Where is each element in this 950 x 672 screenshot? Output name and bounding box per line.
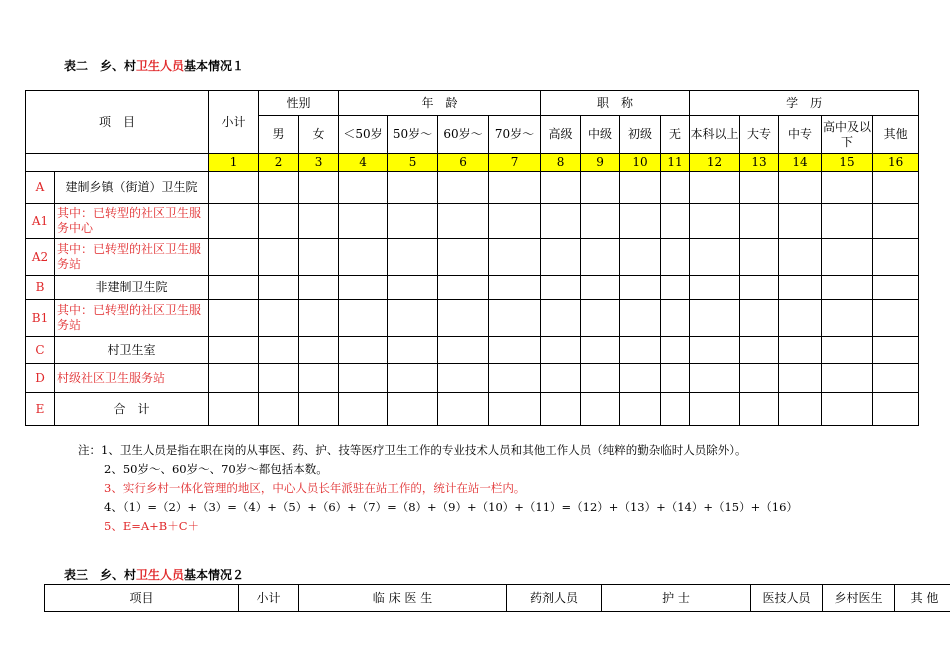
data-cell[interactable] [388, 172, 438, 204]
data-cell[interactable] [209, 276, 259, 300]
note-line: 4、（1）=（2）+（3）=（4）+（5）+（6）+（7）=（8）+（9）+（10）+（11）=（12）+（13）+（14）+（15）+（16） [104, 500, 798, 514]
data-cell[interactable] [779, 172, 822, 204]
column-number: 9 [581, 154, 620, 172]
column-number: 15 [822, 154, 873, 172]
row-code: C [26, 337, 55, 364]
subheader: 60岁～ [438, 116, 489, 154]
column-number: 2 [259, 154, 299, 172]
data-cell[interactable] [690, 393, 740, 426]
data-cell[interactable] [822, 276, 873, 300]
data-cell[interactable] [690, 337, 740, 364]
data-cell[interactable] [581, 337, 620, 364]
data-cell[interactable] [620, 276, 661, 300]
subheader: ＜50岁 [339, 116, 388, 154]
row-code: E [26, 393, 55, 426]
table2-title: 表二 乡、村卫生人员基本情况１ [64, 59, 245, 73]
table-row [26, 300, 919, 337]
column-number: 14 [779, 154, 822, 172]
data-cell[interactable] [690, 300, 740, 337]
table-row [26, 276, 919, 300]
row-code: D [26, 364, 55, 393]
data-cell[interactable] [873, 172, 919, 204]
header-title: 职 称 [541, 91, 690, 116]
data-cell[interactable] [822, 204, 873, 239]
data-cell[interactable] [259, 364, 299, 393]
data-cell[interactable] [438, 337, 489, 364]
row-label: 其中：已转型的社区卫生服务中心 [55, 204, 209, 239]
data-cell[interactable] [740, 239, 779, 276]
subheader: 70岁～ [489, 116, 541, 154]
data-cell[interactable] [620, 204, 661, 239]
data-cell[interactable] [690, 172, 740, 204]
data-cell[interactable] [388, 239, 438, 276]
data-cell[interactable] [299, 364, 339, 393]
data-cell[interactable] [661, 172, 690, 204]
note-line: 2、50岁～、60岁～、70岁～都包括本数。 [104, 462, 328, 476]
data-cell[interactable] [740, 364, 779, 393]
subheader: 本科以上 [690, 116, 740, 154]
t3-header-medtech: 医技人员 [751, 585, 823, 612]
data-cell[interactable] [873, 337, 919, 364]
data-cell[interactable] [541, 393, 581, 426]
row-code: A2 [26, 239, 55, 276]
data-cell[interactable] [873, 300, 919, 337]
data-cell[interactable] [661, 239, 690, 276]
data-cell[interactable] [438, 172, 489, 204]
data-cell[interactable] [299, 300, 339, 337]
table3-title: 表三 乡、村卫生人员基本情况２ [64, 568, 245, 582]
header-education: 学 历 [690, 91, 919, 116]
data-cell[interactable] [740, 337, 779, 364]
data-cell[interactable] [299, 172, 339, 204]
column-number: 16 [873, 154, 919, 172]
data-cell[interactable] [822, 300, 873, 337]
table-row [26, 364, 919, 393]
data-cell[interactable] [339, 393, 388, 426]
column-number: 3 [299, 154, 339, 172]
data-cell[interactable] [779, 239, 822, 276]
subheader: 高中及以下 [822, 116, 873, 154]
t3-header-pharmacist: 药剂人员 [507, 585, 602, 612]
column-number: 1 [209, 154, 259, 172]
row-code: B [26, 276, 55, 300]
row-label: 村卫生室 [55, 337, 209, 364]
data-cell[interactable] [620, 337, 661, 364]
data-cell[interactable] [259, 172, 299, 204]
data-cell[interactable] [299, 393, 339, 426]
data-cell[interactable] [581, 276, 620, 300]
data-cell[interactable] [873, 239, 919, 276]
data-cell[interactable] [388, 300, 438, 337]
data-cell[interactable] [581, 204, 620, 239]
subheader: 无 [661, 116, 690, 154]
table-row [26, 337, 919, 364]
data-cell[interactable] [259, 393, 299, 426]
column-number-row [26, 154, 919, 172]
data-cell[interactable] [259, 276, 299, 300]
data-cell[interactable] [438, 239, 489, 276]
data-cell[interactable] [541, 300, 581, 337]
data-cell[interactable] [779, 300, 822, 337]
row-code: A1 [26, 204, 55, 239]
header-subtotal: 小计 [209, 91, 259, 154]
data-cell[interactable] [779, 276, 822, 300]
data-cell[interactable] [489, 337, 541, 364]
t3-header-clinical-doctor: 临 床 医 生 [299, 585, 507, 612]
data-cell[interactable] [661, 276, 690, 300]
t3-header-subtotal: 小计 [239, 585, 299, 612]
row-code: A [26, 172, 55, 204]
data-cell[interactable] [209, 393, 259, 426]
data-cell[interactable] [873, 276, 919, 300]
row-code: B1 [26, 300, 55, 337]
data-cell[interactable] [779, 337, 822, 364]
data-cell[interactable] [620, 393, 661, 426]
data-cell[interactable] [339, 300, 388, 337]
column-number: 12 [690, 154, 740, 172]
data-cell[interactable] [209, 172, 259, 204]
note-line: 5、E=A+B＋C＋ [104, 519, 200, 533]
data-cell[interactable] [740, 300, 779, 337]
data-cell[interactable] [690, 276, 740, 300]
data-cell[interactable] [822, 337, 873, 364]
column-number: 10 [620, 154, 661, 172]
data-cell[interactable] [388, 393, 438, 426]
notes [78, 441, 798, 536]
row-label: 其中：已转型的社区卫生服务站 [55, 300, 209, 337]
header-item: 项 目 [26, 91, 209, 154]
data-cell[interactable] [339, 204, 388, 239]
row-label: 非建制卫生院 [55, 276, 209, 300]
column-number: 13 [740, 154, 779, 172]
data-cell[interactable] [299, 239, 339, 276]
data-cell[interactable] [690, 364, 740, 393]
data-cell[interactable] [620, 364, 661, 393]
data-cell[interactable] [541, 276, 581, 300]
data-cell[interactable] [873, 393, 919, 426]
data-cell[interactable] [489, 393, 541, 426]
data-cell[interactable] [299, 204, 339, 239]
subheader: 中级 [581, 116, 620, 154]
data-cell[interactable] [209, 364, 259, 393]
data-cell[interactable] [259, 239, 299, 276]
data-cell[interactable] [339, 276, 388, 300]
data-cell[interactable] [299, 337, 339, 364]
table-row [26, 393, 919, 426]
data-cell[interactable] [620, 172, 661, 204]
column-number: 8 [541, 154, 581, 172]
data-cell[interactable] [661, 393, 690, 426]
data-cell[interactable] [620, 300, 661, 337]
column-number: 5 [388, 154, 438, 172]
data-cell[interactable] [541, 204, 581, 239]
data-cell[interactable] [259, 204, 299, 239]
note-line: 注：1、卫生人员是指在职在岗的从事医、药、护、技等医疗卫生工作的专业技术人员和其他工作人员（纯粹的勤杂临时人员除外）。 [78, 443, 747, 457]
data-cell[interactable] [740, 172, 779, 204]
data-cell[interactable] [690, 204, 740, 239]
data-cell[interactable] [822, 239, 873, 276]
data-cell[interactable] [873, 364, 919, 393]
data-cell[interactable] [209, 337, 259, 364]
data-cell[interactable] [438, 300, 489, 337]
data-cell[interactable] [661, 300, 690, 337]
number-cell-blank [26, 154, 209, 172]
subheader: 中专 [779, 116, 822, 154]
subheader: 女 [299, 116, 339, 154]
data-cell[interactable] [489, 300, 541, 337]
data-cell[interactable] [661, 364, 690, 393]
data-cell[interactable] [620, 239, 661, 276]
data-cell[interactable] [822, 364, 873, 393]
table-row [26, 172, 919, 204]
table-row [26, 204, 919, 239]
t3-header-nurse: 护 士 [602, 585, 751, 612]
data-cell[interactable] [581, 300, 620, 337]
data-cell[interactable] [581, 393, 620, 426]
data-cell[interactable] [438, 204, 489, 239]
subheader: 高级 [541, 116, 581, 154]
data-cell[interactable] [489, 364, 541, 393]
t3-header-item: 项目 [45, 585, 239, 612]
table-row [26, 239, 919, 276]
subheader: 其他 [873, 116, 919, 154]
data-cell[interactable] [822, 172, 873, 204]
data-cell[interactable] [541, 239, 581, 276]
data-cell[interactable] [779, 204, 822, 239]
column-number: 7 [489, 154, 541, 172]
data-cell[interactable] [489, 239, 541, 276]
table3 [44, 584, 950, 612]
data-cell[interactable] [489, 204, 541, 239]
data-cell[interactable] [438, 393, 489, 426]
table2-body [26, 172, 919, 426]
data-cell[interactable] [740, 393, 779, 426]
data-cell[interactable] [339, 172, 388, 204]
subheader: 男 [259, 116, 299, 154]
table2 [25, 90, 919, 426]
header-age: 年 龄 [339, 91, 541, 116]
data-cell[interactable] [740, 204, 779, 239]
subheader: 50岁～ [388, 116, 438, 154]
data-cell[interactable] [388, 204, 438, 239]
subheader: 大专 [740, 116, 779, 154]
data-cell[interactable] [740, 276, 779, 300]
row-label: 建制乡镇（街道）卫生院 [55, 172, 209, 204]
data-cell[interactable] [388, 337, 438, 364]
data-cell[interactable] [339, 239, 388, 276]
data-cell[interactable] [438, 276, 489, 300]
data-cell[interactable] [873, 204, 919, 239]
data-cell[interactable] [661, 337, 690, 364]
data-cell[interactable] [489, 172, 541, 204]
t3-header-village-doctor: 乡村医生 [823, 585, 895, 612]
data-cell[interactable] [388, 364, 438, 393]
subheader: 初级 [620, 116, 661, 154]
data-cell[interactable] [209, 204, 259, 239]
data-cell[interactable] [779, 393, 822, 426]
data-cell[interactable] [388, 276, 438, 300]
data-cell[interactable] [299, 276, 339, 300]
data-cell[interactable] [259, 300, 299, 337]
data-cell[interactable] [339, 337, 388, 364]
row-label: 其中：已转型的社区卫生服务站 [55, 239, 209, 276]
column-number: 4 [339, 154, 388, 172]
data-cell[interactable] [779, 364, 822, 393]
data-cell[interactable] [259, 337, 299, 364]
data-cell[interactable] [581, 364, 620, 393]
data-cell[interactable] [581, 172, 620, 204]
data-cell[interactable] [339, 364, 388, 393]
column-number: 6 [438, 154, 489, 172]
row-label: 合 计 [55, 393, 209, 426]
data-cell[interactable] [661, 204, 690, 239]
column-number: 11 [661, 154, 690, 172]
data-cell[interactable] [209, 300, 259, 337]
data-cell[interactable] [541, 364, 581, 393]
data-cell[interactable] [690, 239, 740, 276]
data-cell[interactable] [209, 239, 259, 276]
note-line: 3、实行乡村一体化管理的地区，中心人员长年派驻在站工作的，统计在站一栏内。 [104, 481, 526, 495]
data-cell[interactable] [822, 393, 873, 426]
data-cell[interactable] [541, 172, 581, 204]
row-label: 村级社区卫生服务站 [55, 364, 209, 393]
header-gender: 性别 [259, 91, 339, 116]
t3-header-other: 其 他 [895, 585, 950, 612]
data-cell[interactable] [489, 276, 541, 300]
data-cell[interactable] [438, 364, 489, 393]
data-cell[interactable] [541, 337, 581, 364]
data-cell[interactable] [581, 239, 620, 276]
